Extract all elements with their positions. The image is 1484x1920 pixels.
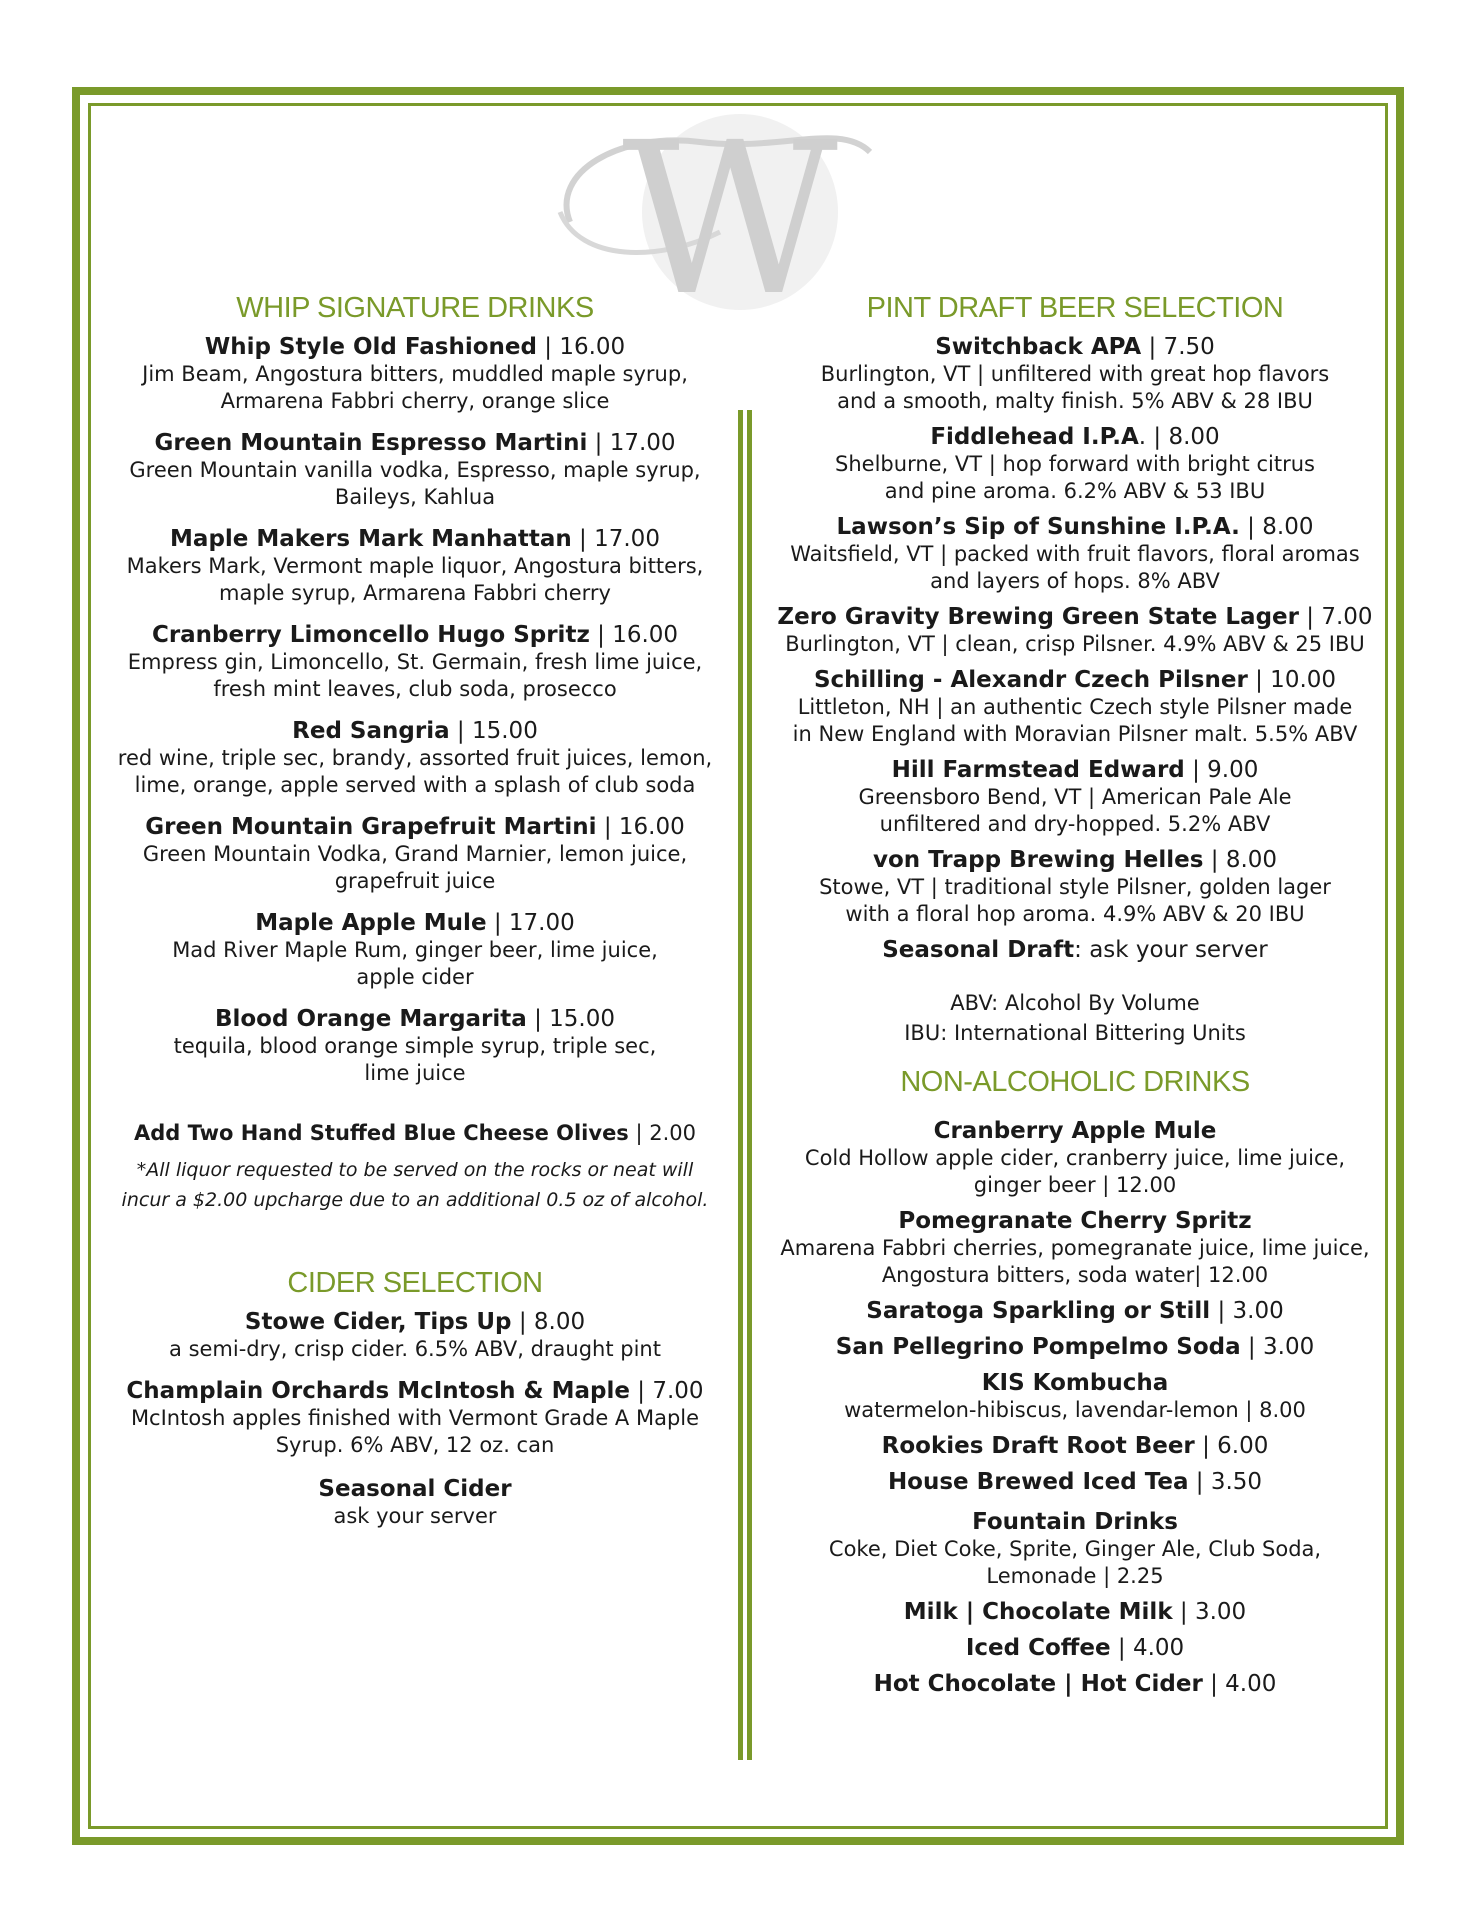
menu-item [765,1432,1385,1460]
menu-item-description: Coke, Diet Coke, Sprite, Ginger Ale, Club Soda, Lemonade | 2.25 [828,1537,1322,1588]
menu-item-name: Switchback APA [935,334,1142,360]
menu-item-description: a semi-dry, crisp cider. 6.5% ABV, draught pint [169,1337,661,1361]
menu-item-price: | 15.00 [449,718,538,744]
logo-w-monogram [540,112,880,322]
menu-item-title [100,333,730,361]
menu-item-description: red wine, triple sec, brandy, assorted fruit juices, lemon, lime, orange, apple served with a splash of club soda [117,746,713,797]
menu-item-price: | 16.00 [596,814,685,840]
left-column [100,292,730,1544]
menu-item-title [765,1432,1385,1460]
menu-item-price: | 16.00 [536,334,626,360]
menu-item-name: House Brewed Iced Tea [887,1469,1189,1495]
addon-name: Add Two Hand Stuffed Blue Cheese Olives [133,1121,629,1145]
menu-item-description: Cold Hollow apple cider, cranberry juice, lime juice, ginger beer | 12.00 [804,1146,1346,1197]
menu-item [100,429,730,511]
menu-item-name: Maple Apple Mule [255,910,487,936]
column-divider [738,410,752,1760]
menu-item-name: Fiddlehead I.P.A [930,424,1139,450]
menu-item-title [100,1005,730,1033]
menu-item-title [765,936,1385,964]
liquor-upcharge-note: *All liquor requested to be served on the rocks or neat will incur a $2.00 upcharge due to an additional 0.5 oz of alcohol. [121,1159,709,1211]
menu-item-price: . | 8.00 [1138,424,1220,450]
menu-item-title [765,846,1385,874]
menu-item-name: Green Mountain Espresso Martini [154,430,588,456]
menu-item-description: Waitsfield, VT | packed with fruit flavors, floral aromas and layers of hops. 8% ABV [790,542,1360,593]
menu-item-price: | 7.50 [1141,334,1215,360]
menu-item-title [765,666,1385,694]
menu-item-title [765,1508,1385,1536]
menu-item-description: McIntosh apples finished with Vermont Grade A Maple Syrup. 6% ABV, 12 oz. can [130,1406,700,1457]
menu-item-title [765,1634,1385,1662]
menu-item-name: Hill Farmstead Edward [891,757,1185,783]
right-column [765,292,1385,1706]
menu-item-title [765,1670,1385,1698]
menu-item-price: | 17.00 [571,526,660,552]
menu-item [765,333,1385,415]
menu-item [765,846,1385,928]
menu-item-name: Iced Coffee [965,1635,1111,1661]
menu-item [765,1468,1385,1496]
menu-item-price: | 8.00 [511,1309,586,1335]
menu-item-title [765,756,1385,784]
signature-drinks-heading: WHIP SIGNATURE DRINKS [236,292,594,324]
menu-item-name: Lawson’s Sip of Sunshine I.P.A. [836,514,1240,540]
menu-item-name: Saratoga Sparkling or Still [866,1298,1211,1324]
menu-item [100,1005,730,1087]
menu-item-description: Jim Beam, Angostura bitters, muddled maple syrup, Armarena Fabbri cherry, orange slice [142,362,688,413]
menu-item-price: | 8.00 [1203,847,1278,873]
menu-item-price: | 16.00 [589,622,679,648]
draft-beer-list [765,333,1385,964]
menu-item [765,1297,1385,1325]
menu-item [100,1475,730,1530]
menu-item-name: KIS Kombucha [981,1370,1169,1396]
non-alcoholic-list [765,1117,1385,1698]
menu-item-name: Red Sangria [292,718,450,744]
menu-item [100,621,730,703]
menu-item-name: von Trapp Brewing Helles [872,847,1204,873]
menu-item-title [100,1308,730,1336]
menu-item [765,1598,1385,1626]
menu-item-description: Empress gin, Limoncello, St. Germain, fresh lime juice, fresh mint leaves, club soda, prosecco [127,650,703,701]
draft-beer-heading: PINT DRAFT BEER SELECTION [866,292,1284,324]
menu-item-name: Schilling - Alexandr Czech Pilsner [813,667,1248,693]
menu-item-description: Mad River Maple Rum, ginger beer, lime juice, apple cider [172,938,658,989]
menu-item [765,1333,1385,1361]
menu-item-title [100,621,730,649]
menu-item [765,756,1385,838]
menu-item-title [765,1117,1385,1145]
menu-item-name: San Pellegrino Pompelmo Soda [835,1334,1241,1360]
menu-item-title [765,1207,1385,1235]
menu-item-title [765,1369,1385,1397]
menu-item [765,1207,1385,1289]
menu-item-name: Fountain Drinks [972,1509,1178,1535]
menu-item-title [765,1297,1385,1325]
menu-item [765,936,1385,964]
menu-item [100,333,730,415]
cider-heading: CIDER SELECTION [287,1267,543,1299]
menu-item-price: | 3.00 [1210,1298,1284,1324]
menu-item-title [765,333,1385,361]
menu-item-name: Green Mountain Grapefruit Martini [145,814,597,840]
menu-item-price: | 17.00 [486,910,575,936]
menu-item-description: Greensboro Bend, VT | American Pale Ale unfiltered and dry-hopped. 5.2% ABV [858,785,1292,836]
menu-item-name: Whip Style Old Fashioned [204,334,537,360]
menu-item-name: Pomegranate Cherry Spritz [898,1208,1252,1234]
menu-item-description: tequila, blood orange simple syrup, triple sec, lime juice [173,1034,657,1085]
menu-item-description: Stowe, VT | traditional style Pilsner, golden lager with a floral hop aroma. 4.9% ABV & 20 IBU [819,875,1331,926]
menu-item-title [100,1377,730,1405]
signature-drinks-list [100,333,730,1087]
menu-item-description: Makers Mark, Vermont maple liquor, Angostura bitters, maple syrup, Armarena Fabbri cherry [126,554,704,605]
menu-item-price: | 9.00 [1184,757,1259,783]
menu-item-description: Shelburne, VT | hop forward with bright citrus and pine aroma. 6.2% ABV & 53 IBU [835,452,1315,503]
menu-item-price: | 3.50 [1188,1469,1263,1495]
menu-item-description: watermelon-hibiscus, lavendar-lemon | 8.00 [844,1398,1306,1422]
cider-list [100,1308,730,1530]
menu-item-name: Champlain Orchards McIntosh & Maple [126,1378,630,1404]
menu-item-name: Seasonal Cider [318,1476,512,1502]
menu-item-name: Zero Gravity Brewing Green State Lager [777,604,1299,630]
menu-item [100,1377,730,1459]
menu-item-description: ask your server [333,1504,497,1528]
olive-addon [100,1121,730,1145]
menu-item-title [765,513,1385,541]
menu-item-title [765,1598,1385,1626]
menu-item [100,909,730,991]
menu-item [765,513,1385,595]
menu-item-title [100,525,730,553]
menu-item-title [765,1468,1385,1496]
ibu-definition: IBU: International Bittering Units [904,1021,1246,1045]
menu-item [100,717,730,799]
menu-item [765,423,1385,505]
menu-item-title [100,717,730,745]
menu-item-price: | 4.00 [1110,1635,1185,1661]
menu-item-description: Burlington, VT | unfiltered with great hop flavors and a smooth, malty finish. 5% ABV & 28 IBU [820,362,1330,413]
addon-price: | 2.00 [628,1121,696,1145]
menu-item [100,525,730,607]
menu-item-price: : ask your server [1074,937,1268,963]
menu-item-name: Stowe Cider, Tips Up [244,1309,512,1335]
menu-item-price: | 10.00 [1247,667,1337,693]
menu-item-price: | 7.00 [1298,604,1373,630]
menu-item [765,666,1385,748]
menu-item-price: | 15.00 [526,1006,616,1032]
menu-item-description: Amarena Fabbri cherries, pomegranate juice, lime juice, Angostura bitters, soda water| 12.00 [780,1236,1370,1287]
menu-item-name: Rookies Draft Root Beer [881,1433,1195,1459]
logo-letter: W [622,112,838,322]
menu-item [765,1634,1385,1662]
menu-item-name: Maple Makers Mark Manhattan [170,526,572,552]
menu-item-price: | 4.00 [1202,1671,1277,1697]
menu-item-title [100,1475,730,1503]
menu-item-name: Hot Chocolate | Hot Cider [873,1671,1203,1697]
menu-item-price: | 6.00 [1194,1433,1269,1459]
menu-item-description: Burlington, VT | clean, crisp Pilsner. 4.9% ABV & 25 IBU [785,632,1365,656]
menu-item-name: Blood Orange Margarita [214,1006,527,1032]
menu-item-description: Green Mountain Vodka, Grand Marnier, lemon juice, grapefruit juice [142,842,688,893]
menu-item-description: Green Mountain vanilla vodka, Espresso, maple syrup, Baileys, Kahlua [129,458,701,509]
menu-item-price: | 3.00 [1172,1599,1247,1625]
menu-item-title [765,423,1385,451]
menu-item [100,813,730,895]
menu-item-description: Littleton, NH | an authentic Czech style Pilsner made in New England with Moravian Pilsner malt. 5.5% ABV [792,695,1358,746]
menu-item-price: | 8.00 [1239,514,1314,540]
menu-item [765,1508,1385,1590]
menu-item-name: Cranberry Apple Mule [933,1118,1217,1144]
non-alcoholic-heading: NON-ALCOHOLIC DRINKS [900,1066,1250,1098]
abbreviation-legend [765,988,1385,1048]
menu-item [765,1670,1385,1698]
menu-item-title [100,429,730,457]
abv-definition: ABV: Alcohol By Volume [950,991,1200,1015]
menu-item-title [765,603,1385,631]
menu-item [765,1117,1385,1199]
menu-item-name: Cranberry Limoncello Hugo Spritz [151,622,590,648]
menu-item [765,603,1385,658]
menu-item [100,1308,730,1363]
menu-item-price: | 3.00 [1240,1334,1315,1360]
menu-item-name: Seasonal Draft [882,937,1075,963]
menu-item-price: | 17.00 [587,430,676,456]
menu-item-price: | 7.00 [629,1378,704,1404]
menu-item-title [100,909,730,937]
menu-item-name: Milk | Chocolate Milk [903,1599,1173,1625]
menu-item [765,1369,1385,1424]
menu-item-title [765,1333,1385,1361]
menu-item-title [100,813,730,841]
